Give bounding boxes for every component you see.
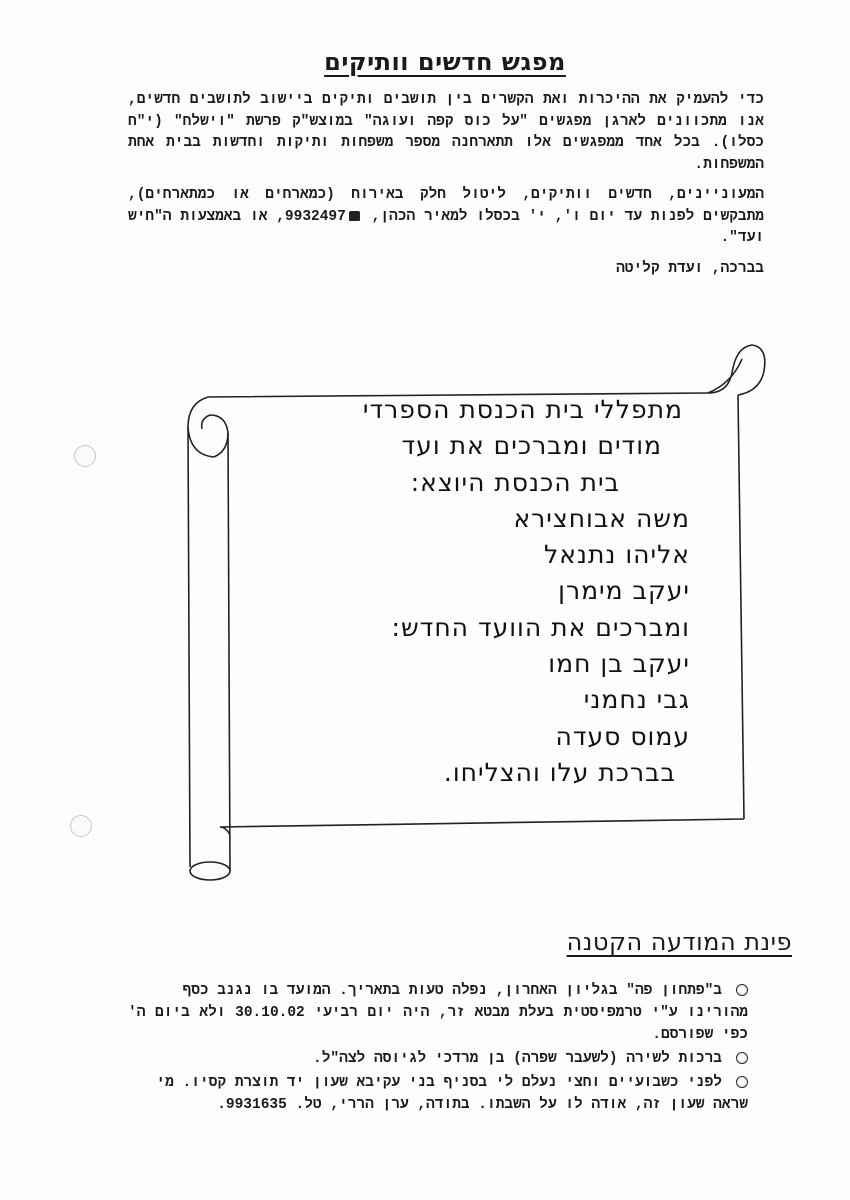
punch-hole-bottom xyxy=(70,815,92,837)
scroll-line: אליהו נתנאל xyxy=(544,540,690,570)
intro-section xyxy=(128,90,764,289)
scroll-line: גבי נחמני xyxy=(583,685,690,715)
circle-bullet-icon xyxy=(736,1076,748,1088)
scroll-line: יעקב מימרן xyxy=(558,576,690,606)
contact-paragraph xyxy=(128,185,764,250)
contact-phone-text: 9932497, או באמצעות ה"חיש ועד". xyxy=(128,208,764,246)
notice-text-continued: שראה שעון זה, אודה לו על השבתו. בתודה, ערן הררי, טל. 9931635. xyxy=(217,1097,748,1113)
scroll-line: בית הכנסת היוצא: xyxy=(410,467,620,497)
classified-notice xyxy=(128,980,748,1046)
scroll-line: בברכת עלו והצליחו. xyxy=(443,757,676,787)
telephone-icon xyxy=(349,211,360,221)
scroll-text xyxy=(300,392,690,791)
scroll-line: מתפללי בית הכנסת הספרדי xyxy=(362,395,683,424)
scroll-line: מודים ומברכים את ועד xyxy=(401,431,662,461)
notice-text: ב"פתחון פה" בגליון האחרון, נפלה טעות בתאריך. המועד בו נגנב כסף xyxy=(182,983,722,999)
scroll-line: יעקב בן חמו xyxy=(548,649,690,679)
signoff: בברכה, ועדת קליטה xyxy=(616,260,764,277)
notice-text: ברכות לשירה (לשעבר שפרה) בן מרדכי לגיוסה לצה"ל. xyxy=(313,1051,722,1067)
classified-notice xyxy=(128,1072,748,1116)
notice-text-continued: מהורינו ע"י טרמפיסטית בעלת מבטא זר, היה יום רביעי 30.10.02 ולא ביום ה' כפי שפורסם. xyxy=(128,1005,748,1043)
notice-text: לפני כשבועיים וחצי נעלם לי בסניף בני עקיבא שעון יד תוצרת קסיו. מי xyxy=(156,1075,722,1091)
scroll-line: משה אבוחצירא xyxy=(513,503,690,533)
scroll-line: עמוס סעדה xyxy=(555,721,690,751)
punch-hole-top xyxy=(74,445,96,467)
circle-bullet-icon xyxy=(736,984,748,996)
contact-text: המעוניינים, חדשים וותיקים, ליטול חלק באירוח (כמארחים או כמתארחים), מתבקשים לפנות עד יום ו', י' בכסלו למאיר הכהן, xyxy=(128,187,764,225)
classifieds-title: פינת המודעה הקטנה xyxy=(566,928,792,956)
page-title: מפגש חדשים וותיקים xyxy=(324,48,566,76)
circle-bullet-icon xyxy=(736,1052,748,1064)
classifieds-list xyxy=(128,980,748,1118)
classified-notice xyxy=(128,1048,748,1070)
scroll-line: ומברכים את הוועד החדש: xyxy=(391,612,690,642)
intro-paragraph: כדי להעמיק את ההיכרות ואת הקשרים בין תושבים ותיקים ביישוב לתושבים חדשים, אנו מתכוונים לארגן מפגשים "על כוס קפה ועוגה" במוצש"ק פרשת "וישלח" (י"ח כסלו). בכל אחד ממפגשים אלו תתארחנה מספר משפחות ותיקות וחדשות בבית אחת המשפחות. xyxy=(128,92,764,173)
